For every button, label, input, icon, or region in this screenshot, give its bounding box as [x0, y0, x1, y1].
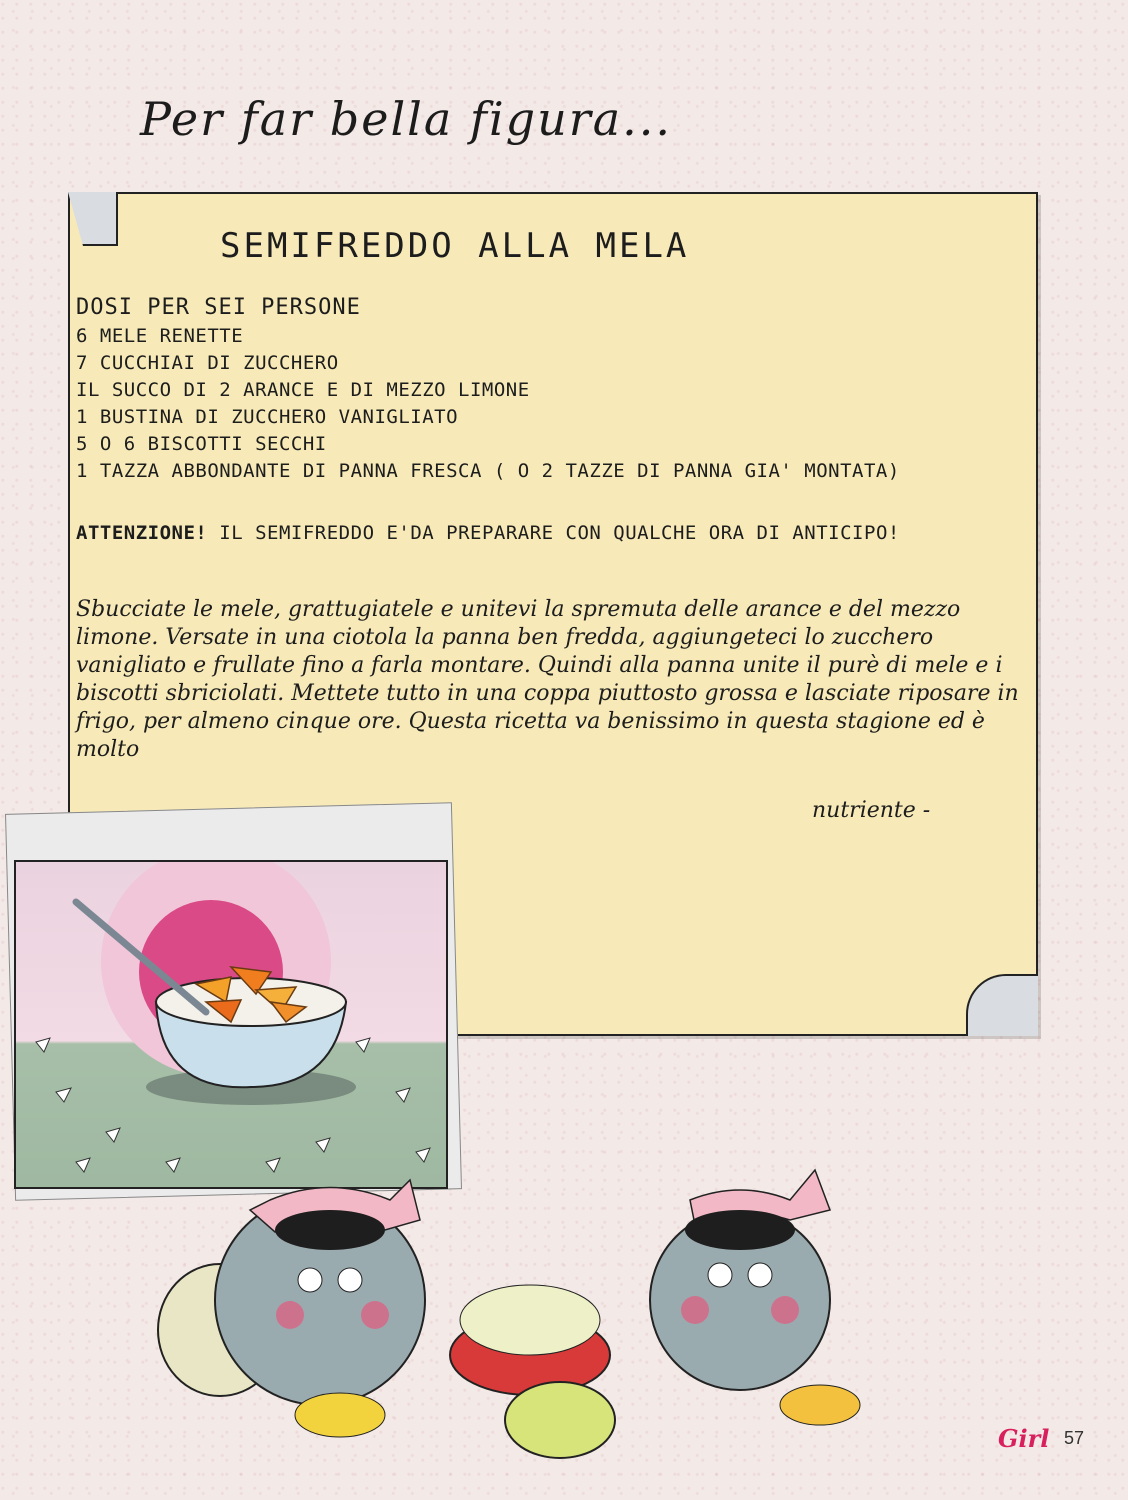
ingredient-item: 1 BUSTINA DI ZUCCHERO VANIGLIATO	[76, 406, 459, 428]
attention-text: IL SEMIFREDDO E'DA PREPARARE CON QUALCHE ORA DI ANTICIPO!	[219, 522, 900, 544]
paper-curl-bottom-right	[966, 974, 1038, 1036]
left-cheek	[361, 1301, 389, 1329]
left-eye	[298, 1268, 322, 1292]
right-shoe	[780, 1385, 860, 1425]
closing-word: nutriente -	[812, 798, 931, 823]
bowl-contents	[460, 1285, 600, 1355]
ingredient-list	[76, 294, 900, 485]
right-hair	[685, 1210, 795, 1250]
left-cheek	[276, 1301, 304, 1329]
servings-label: DOSI PER SEI PERSONE	[76, 295, 361, 320]
left-hair	[275, 1210, 385, 1250]
ingredient-item: 7 CUCCHIAI DI ZUCCHERO	[76, 352, 339, 374]
ingredient-item: 1 TAZZA ABBONDANTE DI PANNA FRESCA ( O 2 TAZZE DI PANNA GIA' MONTATA)	[76, 460, 900, 482]
characters-drawing	[140, 1140, 880, 1470]
ingredient-item: 5 O 6 BISCOTTI SECCHI	[76, 433, 327, 455]
left-shoe	[295, 1393, 385, 1437]
ingredient-item: 6 MELE RENETTE	[76, 325, 244, 347]
attention-word: ATTENZIONE!	[76, 522, 208, 544]
dessert-bowl-drawing	[16, 862, 446, 1187]
left-eye	[338, 1268, 362, 1292]
page-number: 57	[1064, 1428, 1085, 1448]
paper-curl-top-left	[68, 192, 118, 246]
apple-characters	[140, 1140, 880, 1470]
right-eye	[748, 1263, 772, 1287]
page-heading: Per far bella figura...	[140, 92, 673, 146]
right-eye	[708, 1263, 732, 1287]
instructions-text: Sbucciate le mele, grattugiatele e unitevi la spremuta delle arance e del mezzo limone. Versate in una ciotola la panna ben fredda, aggiungeteci lo zucchero vanigliato e frullate fino a farla montare. Quindi alla panna unite il purè di mele e i biscotti sbriciolati. Mettete tutto in una coppa piuttosto grossa e lasciate riposare in frigo, per almeno cinque ore. Questa ricetta va benissimo in questa stagione ed è molto	[76, 597, 1019, 762]
attention-note	[76, 520, 936, 547]
recipe-title: SEMIFREDDO ALLA MELA	[220, 226, 690, 266]
green-apple-half	[505, 1382, 615, 1458]
magazine-brand: Girl	[998, 1424, 1050, 1453]
ingredient-item: IL SUCCO DI 2 ARANCE E DI MEZZO LIMONE	[76, 379, 530, 401]
right-cheek	[681, 1296, 709, 1324]
right-cheek	[771, 1296, 799, 1324]
